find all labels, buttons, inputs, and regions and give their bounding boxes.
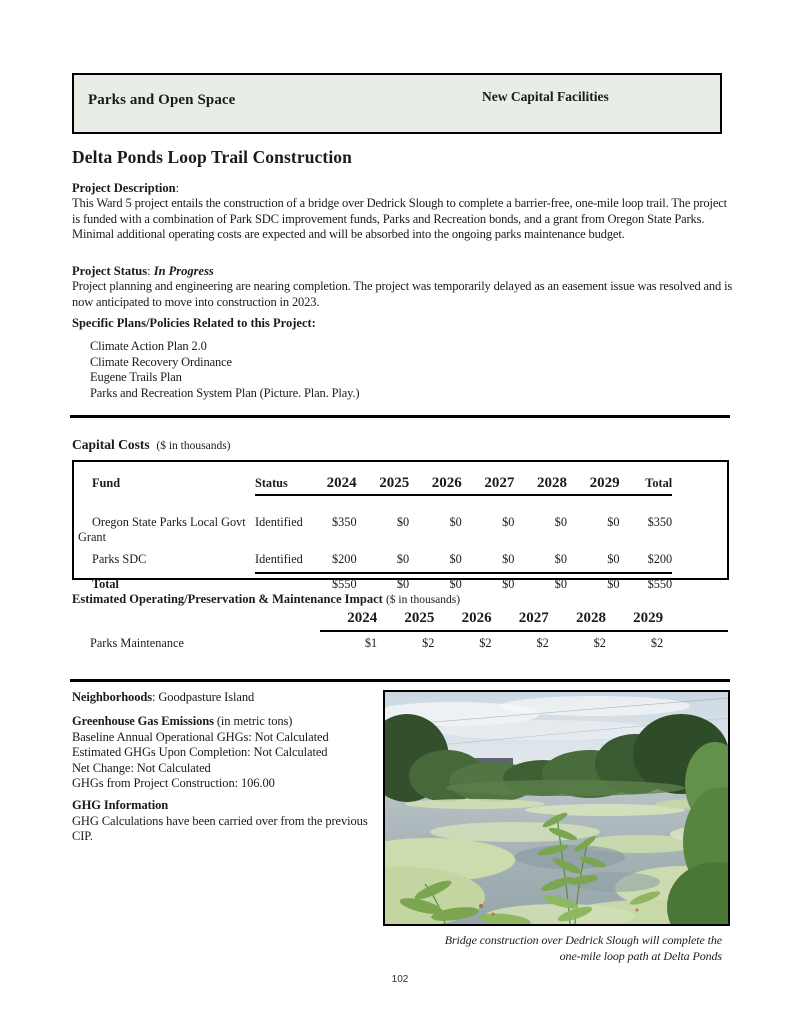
fund-value: $0 (449, 552, 462, 566)
fund-value: $350 (332, 515, 357, 529)
ghg-line: Estimated GHGs Upon Completion: Not Calculated (72, 745, 328, 759)
total-value: $0 (449, 577, 462, 591)
op-value: $2 (536, 636, 549, 650)
plans-list (90, 339, 359, 401)
banner-category-title: New Capital Facilities (482, 89, 609, 104)
capital-table-total-row (74, 572, 727, 592)
plan-item: Parks and Recreation System Plan (Picture. Plan. Play.) (90, 385, 360, 400)
total-grand: $550 (647, 577, 673, 591)
total-value: $0 (607, 577, 620, 591)
op-year: 2028 (575, 610, 606, 626)
banner-section-title: Parks and Open Space (88, 92, 236, 108)
fund-total: $200 (647, 552, 673, 566)
project-status-label: Project Status: In Progress (72, 264, 214, 278)
fund-value: $0 (607, 515, 620, 529)
total-row-label: Total (92, 577, 119, 591)
col-header-status: Status (255, 476, 288, 490)
capital-table-header-row (74, 462, 727, 507)
fund-name: Oregon State Parks Local Govt Grant (78, 515, 246, 544)
col-header-year: 2024 (326, 475, 357, 491)
ghg-info-heading: GHG Information (72, 798, 169, 812)
fund-value: $0 (449, 515, 462, 529)
col-header-fund: Fund (92, 476, 121, 490)
section-banner (72, 73, 722, 134)
pond-photo-art (385, 692, 728, 924)
op-value: $2 (650, 636, 664, 650)
project-status-value: In Progress (153, 264, 214, 278)
photo-caption-line: Bridge construction over Dedrick Slough will complete the (444, 933, 722, 947)
operating-years-header (320, 610, 728, 632)
ghg-line: Baseline Annual Operational GHGs: Not Calculated (72, 729, 329, 744)
ghg-line: GHGs from Project Construction: 106.00 (72, 776, 275, 790)
col-header-total: Total (645, 476, 673, 490)
fund-status: Identified (255, 515, 303, 529)
col-header-year: 2026 (431, 475, 462, 491)
ghg-info-body: GHG Calculations have been carried over from the previous CIP. (72, 813, 368, 843)
capital-table-row (74, 552, 727, 567)
op-year: 2026 (461, 610, 492, 626)
op-value: $1 (364, 636, 378, 650)
op-year: 2029 (633, 610, 664, 626)
ghg-emissions-block (72, 714, 377, 792)
op-year: 2027 (518, 610, 549, 626)
horizontal-rule (70, 679, 730, 682)
op-value: $2 (593, 636, 606, 650)
op-year: 2025 (404, 610, 435, 626)
fund-value: $0 (554, 552, 567, 566)
fund-status: Identified (255, 552, 303, 566)
operating-row-values (320, 636, 728, 651)
page-number: 102 (391, 974, 409, 985)
fund-total: $350 (647, 515, 673, 529)
total-value: $0 (554, 577, 567, 591)
fund-value: $0 (502, 552, 515, 566)
total-value: $0 (396, 577, 410, 591)
project-title: Delta Ponds Loop Trail Construction (72, 147, 352, 167)
horizontal-rule (70, 415, 730, 418)
capital-costs-heading: Capital Costs ($ in thousands) (72, 437, 231, 452)
col-header-year: 2029 (589, 475, 620, 491)
capital-table-row (74, 515, 727, 545)
op-year: 2024 (347, 610, 378, 626)
fund-value: $0 (554, 515, 567, 529)
photo-caption-line: one-mile loop path at Delta Ponds (559, 948, 722, 963)
op-value: $2 (422, 636, 435, 650)
operating-impact-units: ($ in thousands) (385, 594, 461, 606)
col-header-year: 2025 (379, 475, 410, 491)
project-description-body: This Ward 5 project entails the construction of a bridge over Dedrick Slough to complete a barrier-free, one-mile loop trail. The project is funded with a combination of Park SDC improvement funds, Parks and Recreation bonds, and a grant from Oregon State Parks. Minimal additional operating costs are expected and will be absorbed into the ongoing parks maintenance budget. (72, 196, 727, 241)
pond-photo (383, 690, 730, 926)
ghg-line: Net Change: Not Calculated (72, 760, 211, 775)
plan-item: Eugene Trails Plan (90, 370, 182, 384)
neighborhoods-line: Neighborhoods: Goodpasture Island (72, 690, 255, 704)
operating-row-label: Parks Maintenance (90, 636, 184, 650)
plan-item: Climate Recovery Ordinance (90, 354, 232, 369)
fund-value: $200 (332, 552, 357, 566)
fund-value: $0 (396, 515, 410, 529)
col-header-year: 2027 (484, 475, 515, 491)
fund-name: Parks SDC (92, 552, 147, 566)
plan-item: Climate Action Plan 2.0 (90, 339, 207, 353)
capital-costs-table (72, 460, 729, 591)
capital-costs-units: ($ in thousands) (156, 440, 231, 452)
fund-value: $0 (396, 552, 410, 566)
ghg-heading: Greenhouse Gas Emissions (in metric tons) (72, 714, 293, 728)
project-status-body: Project planning and engineering are nearing completion. The project was temporarily delayed as an easement issue was resolved and is now anticipated to move into construction in 2023. (72, 279, 733, 309)
fund-value: $0 (502, 515, 515, 529)
operating-impact-heading: Estimated Operating/Preservation & Maintenance Impact ($ in thousands) (72, 592, 461, 606)
fund-value: $0 (607, 552, 620, 566)
col-header-year: 2028 (536, 475, 567, 491)
photo-caption (400, 933, 722, 964)
plans-heading: Specific Plans/Policies Related to this Project: (72, 316, 316, 330)
total-value: $550 (332, 577, 357, 591)
op-value: $2 (479, 636, 492, 650)
ghg-info-block (72, 798, 372, 845)
total-value: $0 (502, 577, 515, 591)
project-description-label: Project Description: (72, 181, 180, 195)
